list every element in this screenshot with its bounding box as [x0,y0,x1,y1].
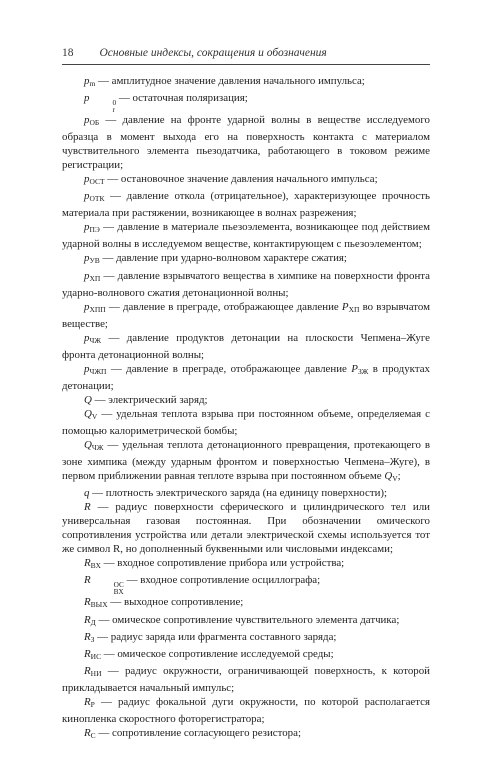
glossary-entry [62,331,430,362]
definition-text: — входное сопротивление осциллографа; [123,574,321,587]
symbol: R [84,501,91,514]
symbol: p [84,331,90,344]
definition-text: — давление взрывчатого вещества в химпике на поверхности фронта ударно-волнового сжатия детонационной волны; [62,269,430,299]
symbol-subscript: ВХ [113,586,124,596]
symbol-subscript: V [91,411,98,421]
symbol: p [84,362,90,375]
symbol: p [84,190,90,203]
symbol: Q [84,407,92,420]
definition-text: — омическое сопротивление чувствительного элемента датчика; [95,613,400,626]
definition-text: — давление продуктов детонации на плоскости Чепмена–Жуге фронта детонационной волны; [62,331,430,361]
definition-text: — амплитудное значение давления начального импульса; [95,75,365,87]
glossary-entry [62,695,430,726]
definition-text: — радиус поверхности сферического и цилиндрического тел или универсальная газовая постоянная. При обозначении омического сопротивления устройства или детали электрической схемы используется тот же символ R, но дополненный буквенными или числовыми индексами; [62,501,430,556]
symbol-subscript: З [90,634,95,644]
definition-text: — давление откола (отрицательное), характеризующее прочность материала при растяжении, возникающее в волнах разрежения; [62,190,430,220]
symbol-subscript: НИ [90,668,102,678]
definition-text: — давление в преграде, отображающее давление $P_{ЗЖ}$ в продуктах детонации; [62,362,430,392]
glossary-entry [62,362,430,393]
symbol-subscript: ХП [89,273,101,283]
glossary-entry [62,726,430,743]
definition-text: — выходное сопротивление; [107,596,244,609]
symbol: p [84,269,90,282]
symbol: Q [84,393,92,406]
definition-text: — сопротивление согласующего резистора; [95,726,301,739]
symbol: p [84,221,90,234]
symbol-subscript: ПЭ [89,225,100,235]
symbol-superscript: 0 [112,98,117,108]
glossary-entry [62,647,430,664]
glossary-entry [62,251,430,268]
definition-text: — входное сопротивление прибора или устройства; [100,557,345,570]
symbol: p [84,75,90,87]
glossary-entry [62,573,430,595]
definition-text: — удельная теплота взрыва при постоянном объеме, определяемая с помощью калориметрической бомбы; [62,407,430,437]
definition-text: — давление в преграде, отображающее давление $P_{ХП}$ во взрывчатом веществе; [62,300,430,330]
symbol: p [84,114,90,127]
definition-text: — плотность электрического заряда (на единицу поверхности); [89,487,388,500]
glossary-entry [62,556,430,573]
definition-text: — омическое сопротивление исследуемой среды; [101,647,334,660]
symbol: q [84,487,90,500]
glossary-entry [62,438,430,486]
symbol-subscript: ЧЖП [89,366,107,376]
symbol-subscript: С [90,730,96,740]
symbol: p [84,252,90,265]
definition-text: — давление на фронте ударной волны в веществе исследуемого образца в момент выхода его на поверхность контакта с материалом чувствительного элемента пьезодатчика, работающего в токовом режиме регистрации; [62,114,430,172]
symbol: R [84,695,91,708]
definition-text: — электрический заряд; [91,393,208,406]
glossary-entry [62,393,430,407]
symbol: Q [84,439,92,452]
symbol-subscript: ЧЖ [89,335,102,345]
glossary-entry [62,269,430,300]
symbol: R [84,726,91,739]
page-header [62,47,430,59]
symbol-superscript: ОС [113,580,124,590]
symbol-subscript: ОТК [89,194,105,204]
symbol: R [84,574,91,587]
glossary-entry [62,486,430,500]
symbol-subscript: r [112,104,115,114]
symbol: p [84,92,90,105]
symbol-subscript: ХПП [89,304,106,314]
symbol-subscript: ОБ [89,118,100,128]
page-number: 18 [62,47,74,59]
glossary-entry [62,300,430,331]
symbol-subscript: ЧЖ [91,443,104,453]
symbol: p [84,300,90,313]
symbol: R [84,647,91,660]
glossary-entry [62,630,430,647]
symbol-subscript: ВЫХ [90,600,108,610]
glossary-entry [62,613,430,630]
symbol-subscript: ВХ [90,561,101,571]
definition-text: — радиус заряда или фрагмента составного заряда; [94,630,337,643]
glossary-entry [62,113,430,172]
glossary-entry [62,189,430,220]
definition-text: — давление в материале пьезоэлемента, возникающее под действием ударной волны в исследуемом веществе, контактирующем с пьезоэлементом; [62,221,430,251]
definition-text: — давление при ударно-волновом характере сжатия; [99,252,347,265]
definition-text: — радиус окружности, ограничивающей поверхность, к которой прикладывается начальный импульс; [62,664,430,694]
symbol-subscript: Р [90,699,95,709]
symbol: R [84,557,91,570]
glossary-entry [62,595,430,612]
symbol-subscript: УВ [89,256,100,266]
symbol: R [84,613,91,626]
glossary-entry [62,500,430,556]
glossary-entry [62,407,430,438]
symbol: p [84,173,90,186]
symbol-subscript: ИС [90,651,102,661]
glossary-entry [62,74,430,91]
glossary-list [62,74,430,743]
definition-text: — остаточная поляризация; [116,92,248,105]
glossary-entry [62,664,430,695]
symbol: R [84,596,91,609]
definition-text: — радиус фокальной дуги окружности, по которой располагается кинопленка скоростного фоторегистратора; [62,695,430,725]
glossary-entry [62,220,430,251]
symbol: R [84,664,91,677]
symbol-subscript: m [89,79,96,88]
definition-text: — остановочное значение давления начального импульса; [104,173,378,186]
glossary-entry [62,91,430,113]
header-rule [62,64,430,65]
definition-text: — удельная теплота детонационного превращения, протекающего в зоне химпика (между ударным фронтом и поверхностью Чепмена–Жуге), в первом приближении равная теплоте взрыва при постоянном объеме $Q_V$; [62,439,430,484]
running-title: Основные индексы, сокращения и обозначения [99,47,327,59]
symbol-subscript: Д [90,617,96,627]
symbol: R [84,630,91,643]
symbol-subscript: ОСТ [89,177,105,187]
glossary-entry [62,172,430,189]
